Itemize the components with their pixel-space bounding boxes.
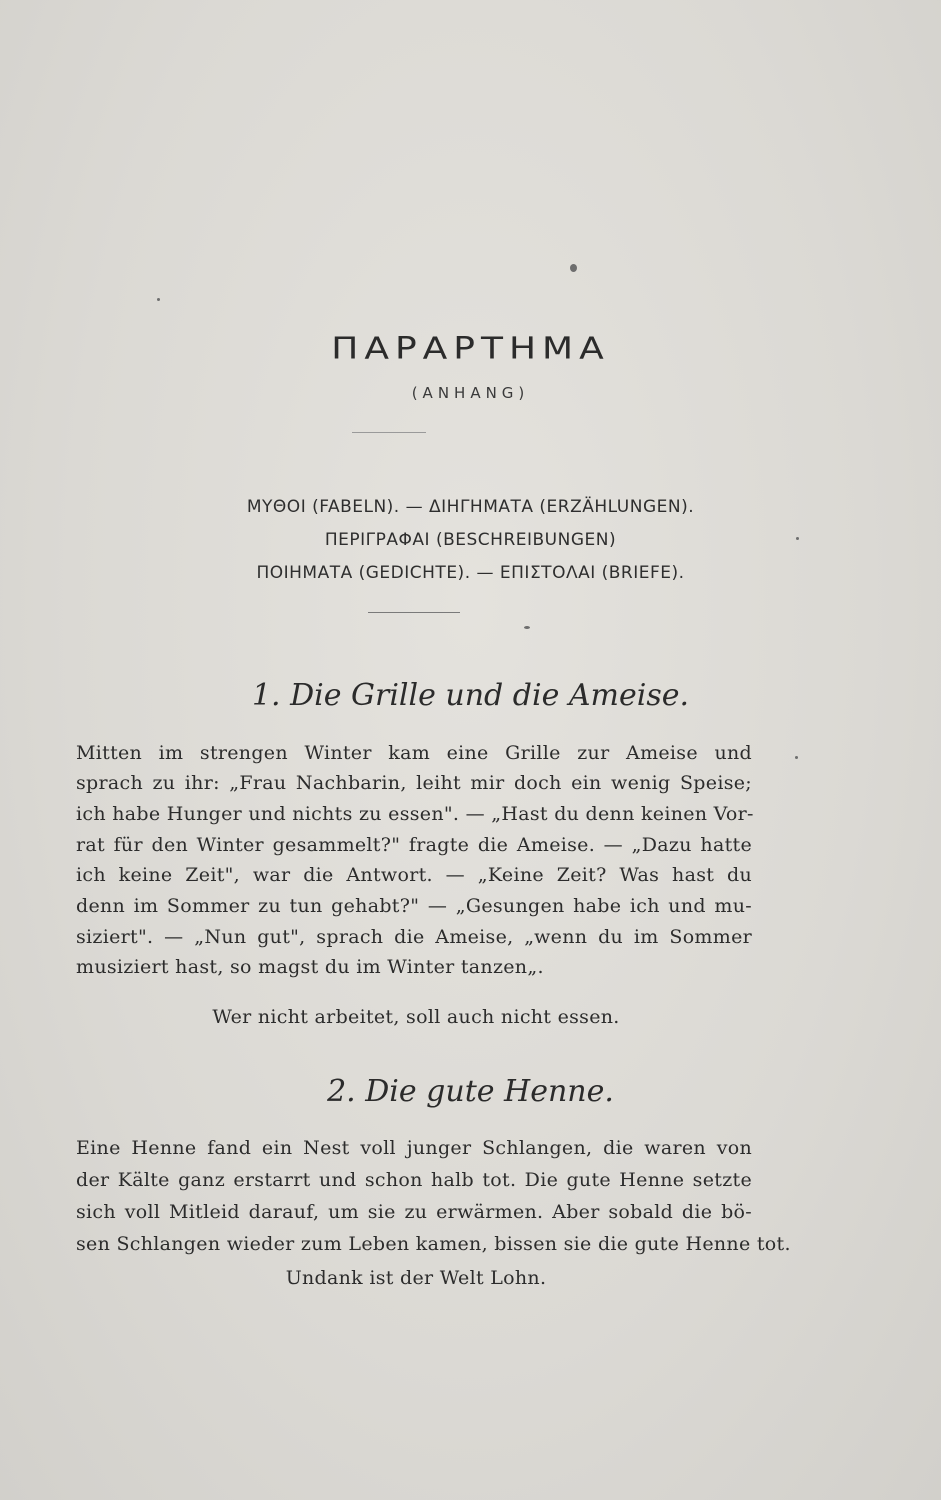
text-line: siziert". — „Nun gut", sprach die Ameise, „wenn du im Sommer <box>76 926 752 948</box>
text-line: ich keine Zeit", war die Antwort. — „Keine Zeit? Was hast du <box>76 864 752 886</box>
text-line: der Kälte ganz erstarrt und schon halb tot. Die gute Henne setzte <box>76 1169 752 1191</box>
contents-line-2: ΠΕΡΙΓΡΑΦΑΙ (BESCHREIBUNGEN) <box>324 530 617 550</box>
text-line: sich voll Mitleid darauf, um sie zu erwärmen. Aber sobald die bö- <box>76 1201 752 1223</box>
paper-speck <box>157 298 160 301</box>
paper-speck <box>796 537 799 540</box>
text-line: ich habe Hunger und nichts zu essen". — „Hast du denn keinen Vor- <box>76 803 754 825</box>
text-line: Mitten im strengen Winter kam eine Grille zur Ameise und <box>76 742 752 764</box>
section-body-grille <box>76 742 752 1042</box>
text-line: sen Schlangen wieder zum Leben kamen, bissen sie die gute Henne tot. <box>76 1233 791 1255</box>
moral-line: Undank ist der Welt Lohn. <box>285 1267 547 1289</box>
section-body-henne <box>76 1137 791 1297</box>
divider <box>368 612 460 613</box>
moral-line: Wer nicht arbeitet, soll auch nicht essen. <box>212 1006 620 1028</box>
paper-speck <box>570 264 577 272</box>
page-title: ΠΑΡΑΡΤΗΜΑ <box>331 331 610 366</box>
paper-speck <box>795 756 798 759</box>
text-line: rat für den Winter gesammelt?" fragte die Ameise. — „Dazu hatte <box>76 834 752 856</box>
contents-line-3: ΠΟΙΗΜΑΤΑ (GEDICHTE). — ΕΠΙΣΤΟΛΑΙ (BRIEFE). <box>256 563 685 583</box>
page-subtitle: (ANHANG) <box>411 384 530 402</box>
text-line-last: musiziert hast, so magst du im Winter tanzen„. <box>76 956 544 978</box>
contents-line-1: ΜΥΘΟΙ (FABELN). — ΔΙΗΓΗΜΑΤΑ (ERZÄHLUNGEN). <box>246 497 695 517</box>
text-line: Eine Henne fand ein Nest voll junger Schlangen, die waren von <box>76 1137 752 1159</box>
section-heading-grille: 1. Die Grille und die Ameise. <box>251 678 690 713</box>
divider-dotted <box>352 432 426 433</box>
section-heading-henne: 2. Die gute Henne. <box>327 1074 614 1109</box>
paper-speck <box>524 626 530 629</box>
text-line: sprach zu ihr: „Frau Nachbarin, leiht mir doch ein wenig Speise; <box>76 772 752 794</box>
text-line: denn im Sommer zu tun gehabt?" — „Gesungen habe ich und mu- <box>76 895 752 917</box>
